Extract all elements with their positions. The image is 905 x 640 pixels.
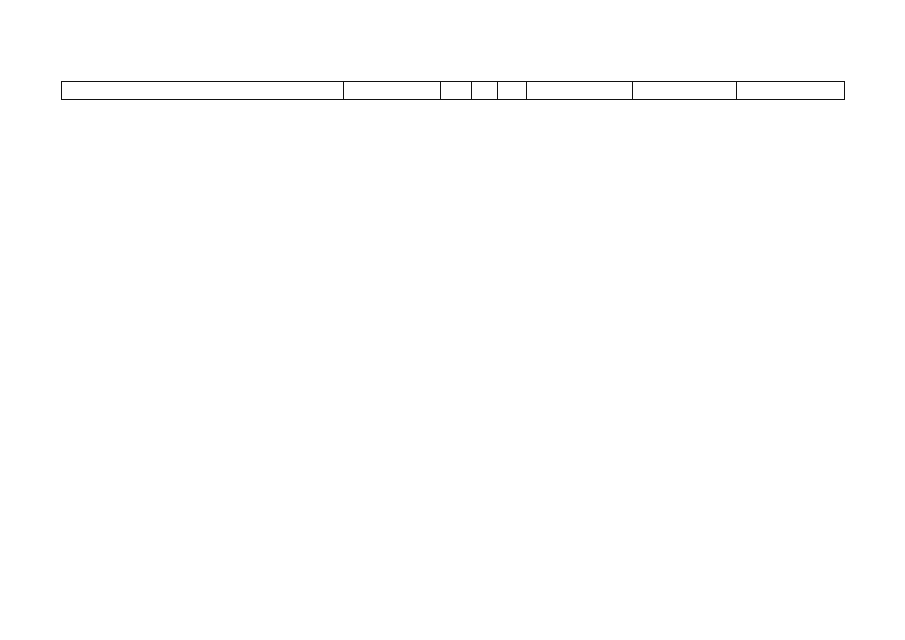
header-col-2 [344,82,441,99]
header-col-6 [527,82,633,99]
header-col-7 [633,82,737,99]
table-header [61,81,845,100]
header-col-8 [737,82,844,99]
header-col-1 [62,82,344,99]
header-col-5 [498,82,527,99]
header-col-4 [472,82,498,99]
header-col-3 [441,82,472,99]
